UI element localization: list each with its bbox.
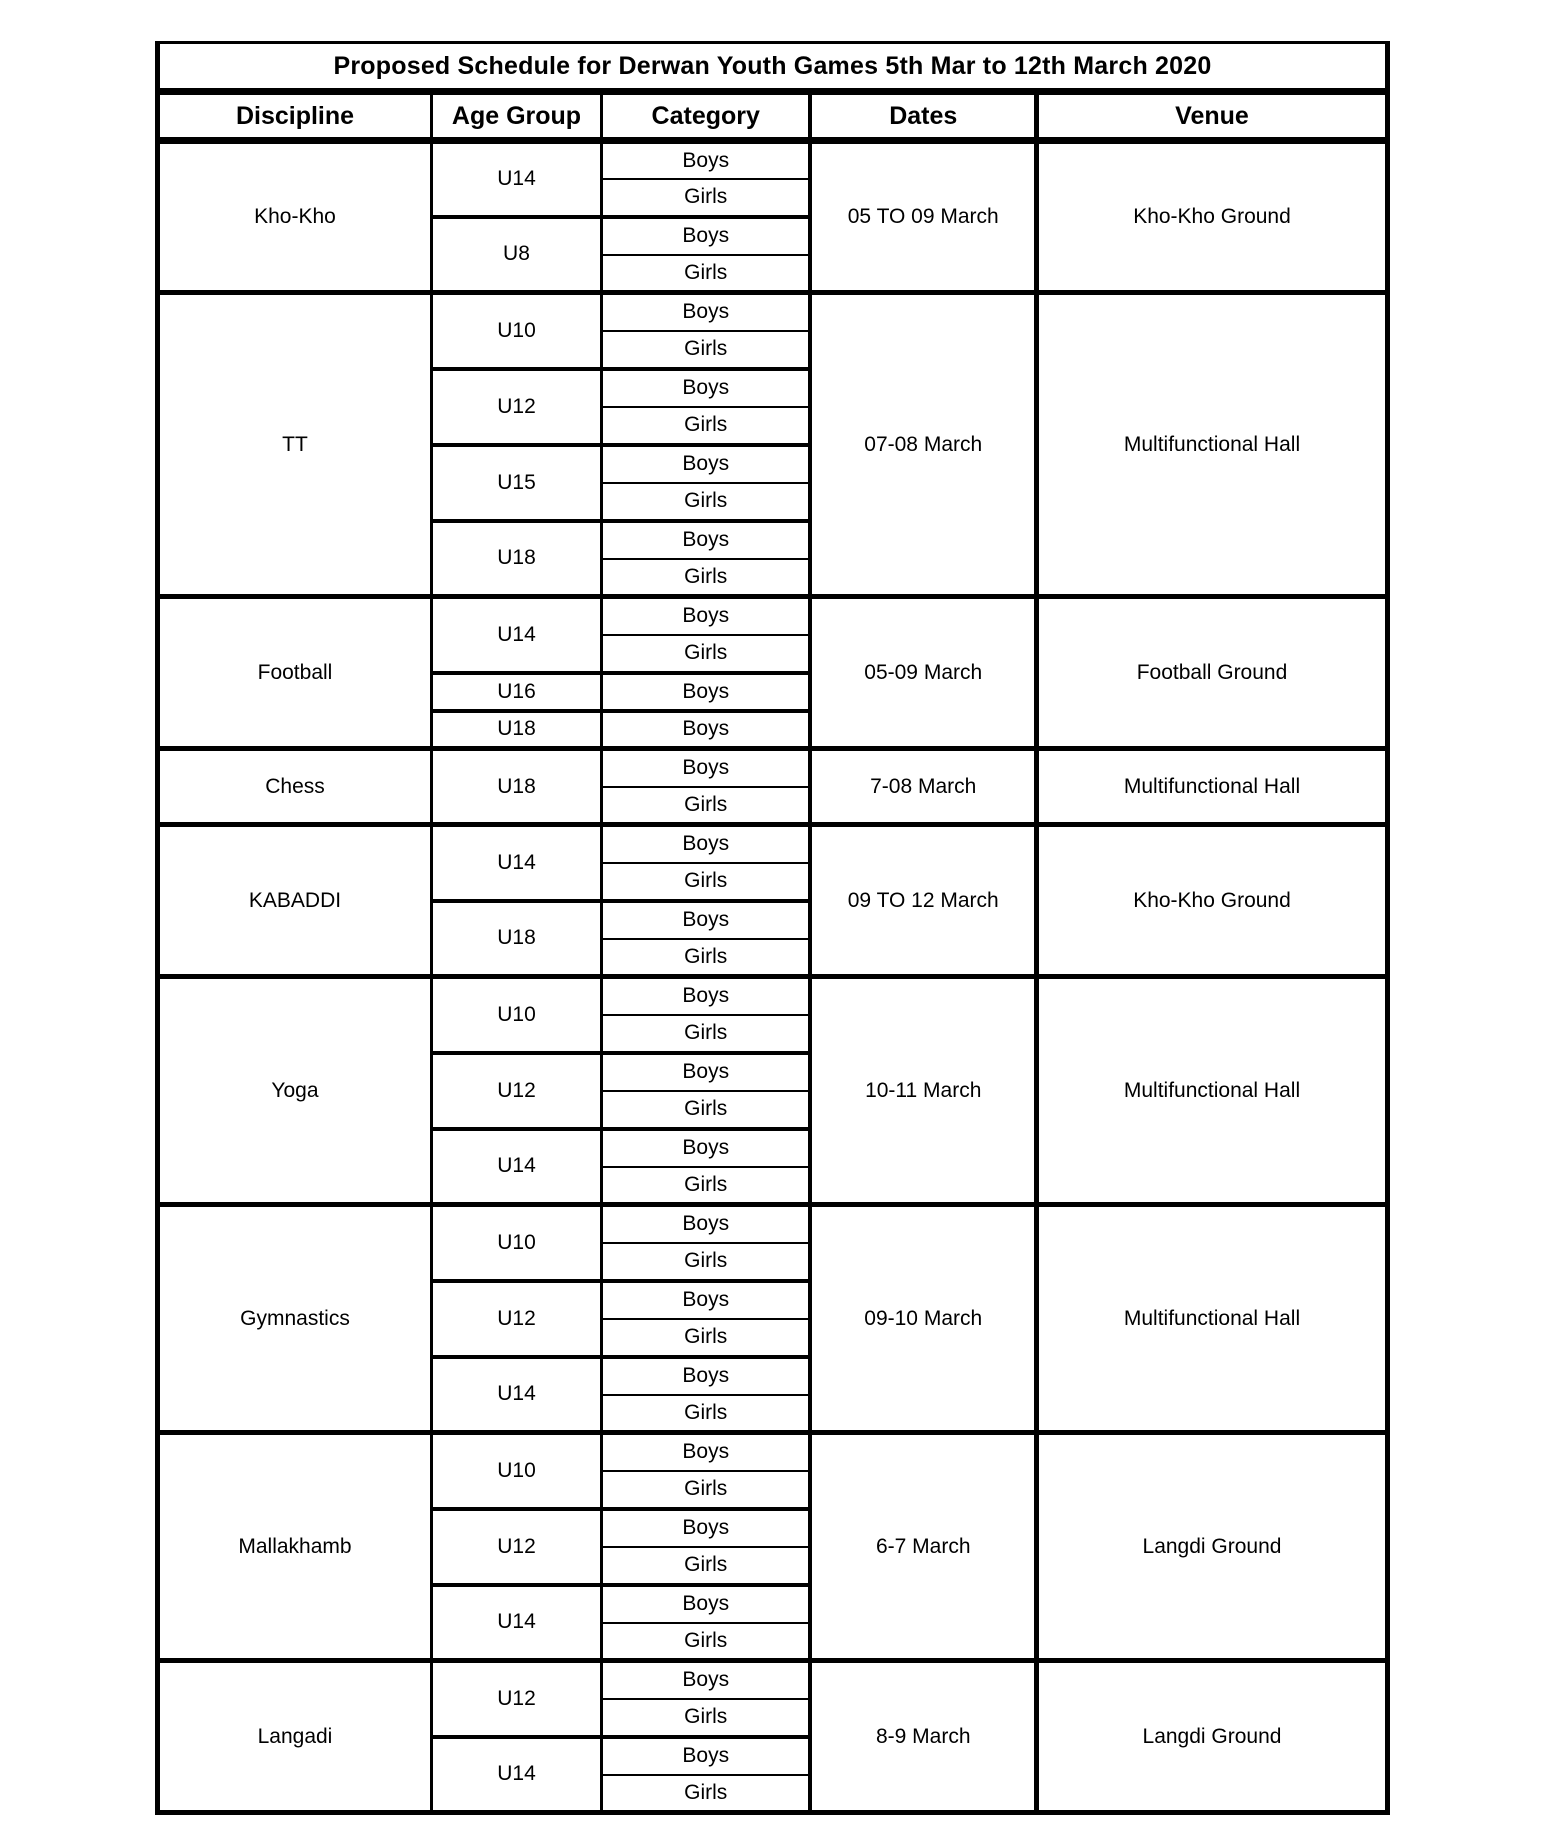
category-cell: Boys <box>601 711 810 749</box>
age-group-cell: U12 <box>431 1281 601 1357</box>
category-cell: Boys <box>601 1357 810 1395</box>
discipline-cell: Gymnastics <box>157 1205 431 1433</box>
age-group-cell: U14 <box>431 1357 601 1433</box>
title-row <box>157 43 1387 92</box>
age-group-cell: U18 <box>431 749 601 825</box>
dates-cell: 07-08 March <box>810 293 1036 597</box>
age-group-cell: U10 <box>431 977 601 1053</box>
category-cell: Boys <box>601 1053 810 1091</box>
venue-cell: Kho-Kho Ground <box>1036 825 1387 977</box>
age-group-cell: U18 <box>431 711 601 749</box>
dates-cell: 05-09 March <box>810 597 1036 749</box>
col-header-dates: Dates <box>810 92 1036 141</box>
age-group-cell: U14 <box>431 1585 601 1661</box>
category-cell: Boys <box>601 369 810 407</box>
schedule-row <box>157 977 1387 1015</box>
dates-cell: 09-10 March <box>810 1205 1036 1433</box>
category-cell: Boys <box>601 293 810 331</box>
dates-cell: 05 TO 09 March <box>810 141 1036 293</box>
col-header-venue: Venue <box>1036 92 1387 141</box>
category-cell: Girls <box>601 635 810 673</box>
category-cell: Girls <box>601 939 810 977</box>
category-cell: Boys <box>601 1281 810 1319</box>
category-cell: Boys <box>601 977 810 1015</box>
discipline-cell: Langadi <box>157 1661 431 1813</box>
discipline-cell: TT <box>157 293 431 597</box>
age-group-cell: U14 <box>431 1129 601 1205</box>
category-cell: Boys <box>601 1661 810 1699</box>
schedule-body <box>157 141 1387 1813</box>
category-cell: Boys <box>601 1737 810 1775</box>
dates-cell: 8-9 March <box>810 1661 1036 1813</box>
category-cell: Girls <box>601 1699 810 1737</box>
venue-cell: Football Ground <box>1036 597 1387 749</box>
age-group-cell: U15 <box>431 445 601 521</box>
schedule-row <box>157 141 1387 179</box>
discipline-cell: Chess <box>157 749 431 825</box>
category-cell: Boys <box>601 1205 810 1243</box>
category-cell: Girls <box>601 559 810 597</box>
age-group-cell: U12 <box>431 369 601 445</box>
schedule-row <box>157 1205 1387 1243</box>
category-cell: Girls <box>601 1775 810 1813</box>
category-cell: Boys <box>601 597 810 635</box>
category-cell: Boys <box>601 901 810 939</box>
age-group-cell: U10 <box>431 1433 601 1509</box>
category-cell: Girls <box>601 1243 810 1281</box>
category-cell: Boys <box>601 521 810 559</box>
category-cell: Girls <box>601 179 810 217</box>
age-group-cell: U16 <box>431 673 601 711</box>
category-cell: Girls <box>601 1547 810 1585</box>
category-cell: Girls <box>601 331 810 369</box>
category-cell: Boys <box>601 445 810 483</box>
category-cell: Girls <box>601 1623 810 1661</box>
category-cell: Girls <box>601 863 810 901</box>
category-cell: Boys <box>601 1509 810 1547</box>
header-row <box>157 92 1387 141</box>
age-group-cell: U14 <box>431 597 601 673</box>
discipline-cell: Kho-Kho <box>157 141 431 293</box>
table-title: Proposed Schedule for Derwan Youth Games 5th Mar to 12th March 2020 <box>157 43 1387 92</box>
schedule-row <box>157 293 1387 331</box>
venue-cell: Langdi Ground <box>1036 1661 1387 1813</box>
category-cell: Girls <box>601 407 810 445</box>
category-cell: Girls <box>601 787 810 825</box>
col-header-discipline: Discipline <box>157 92 431 141</box>
schedule-table <box>155 41 1390 1815</box>
age-group-cell: U14 <box>431 1737 601 1813</box>
age-group-cell: U14 <box>431 141 601 217</box>
dates-cell: 10-11 March <box>810 977 1036 1205</box>
discipline-cell: Mallakhamb <box>157 1433 431 1661</box>
schedule-row <box>157 1433 1387 1471</box>
schedule-row <box>157 749 1387 787</box>
category-cell: Girls <box>601 483 810 521</box>
category-cell: Boys <box>601 1433 810 1471</box>
venue-cell: Multifunctional Hall <box>1036 293 1387 597</box>
category-cell: Girls <box>601 1395 810 1433</box>
category-cell: Boys <box>601 217 810 255</box>
category-cell: Boys <box>601 141 810 179</box>
age-group-cell: U12 <box>431 1053 601 1129</box>
venue-cell: Multifunctional Hall <box>1036 977 1387 1205</box>
category-cell: Girls <box>601 1015 810 1053</box>
venue-cell: Multifunctional Hall <box>1036 1205 1387 1433</box>
age-group-cell: U18 <box>431 901 601 977</box>
age-group-cell: U18 <box>431 521 601 597</box>
schedule-row <box>157 597 1387 635</box>
discipline-cell: KABADDI <box>157 825 431 977</box>
venue-cell: Multifunctional Hall <box>1036 749 1387 825</box>
category-cell: Boys <box>601 1129 810 1167</box>
age-group-cell: U10 <box>431 293 601 369</box>
discipline-cell: Football <box>157 597 431 749</box>
category-cell: Girls <box>601 1167 810 1205</box>
age-group-cell: U12 <box>431 1509 601 1585</box>
category-cell: Boys <box>601 673 810 711</box>
venue-cell: Langdi Ground <box>1036 1433 1387 1661</box>
age-group-cell: U8 <box>431 217 601 293</box>
age-group-cell: U14 <box>431 825 601 901</box>
discipline-cell: Yoga <box>157 977 431 1205</box>
category-cell: Boys <box>601 749 810 787</box>
category-cell: Girls <box>601 255 810 293</box>
category-cell: Girls <box>601 1471 810 1509</box>
col-header-category: Category <box>601 92 810 141</box>
category-cell: Girls <box>601 1319 810 1357</box>
dates-cell: 09 TO 12 March <box>810 825 1036 977</box>
category-cell: Boys <box>601 1585 810 1623</box>
category-cell: Boys <box>601 825 810 863</box>
schedule-row <box>157 825 1387 863</box>
age-group-cell: U10 <box>431 1205 601 1281</box>
dates-cell: 6-7 March <box>810 1433 1036 1661</box>
venue-cell: Kho-Kho Ground <box>1036 141 1387 293</box>
category-cell: Girls <box>601 1091 810 1129</box>
schedule-row <box>157 1661 1387 1699</box>
col-header-age-group: Age Group <box>431 92 601 141</box>
age-group-cell: U12 <box>431 1661 601 1737</box>
dates-cell: 7-08 March <box>810 749 1036 825</box>
